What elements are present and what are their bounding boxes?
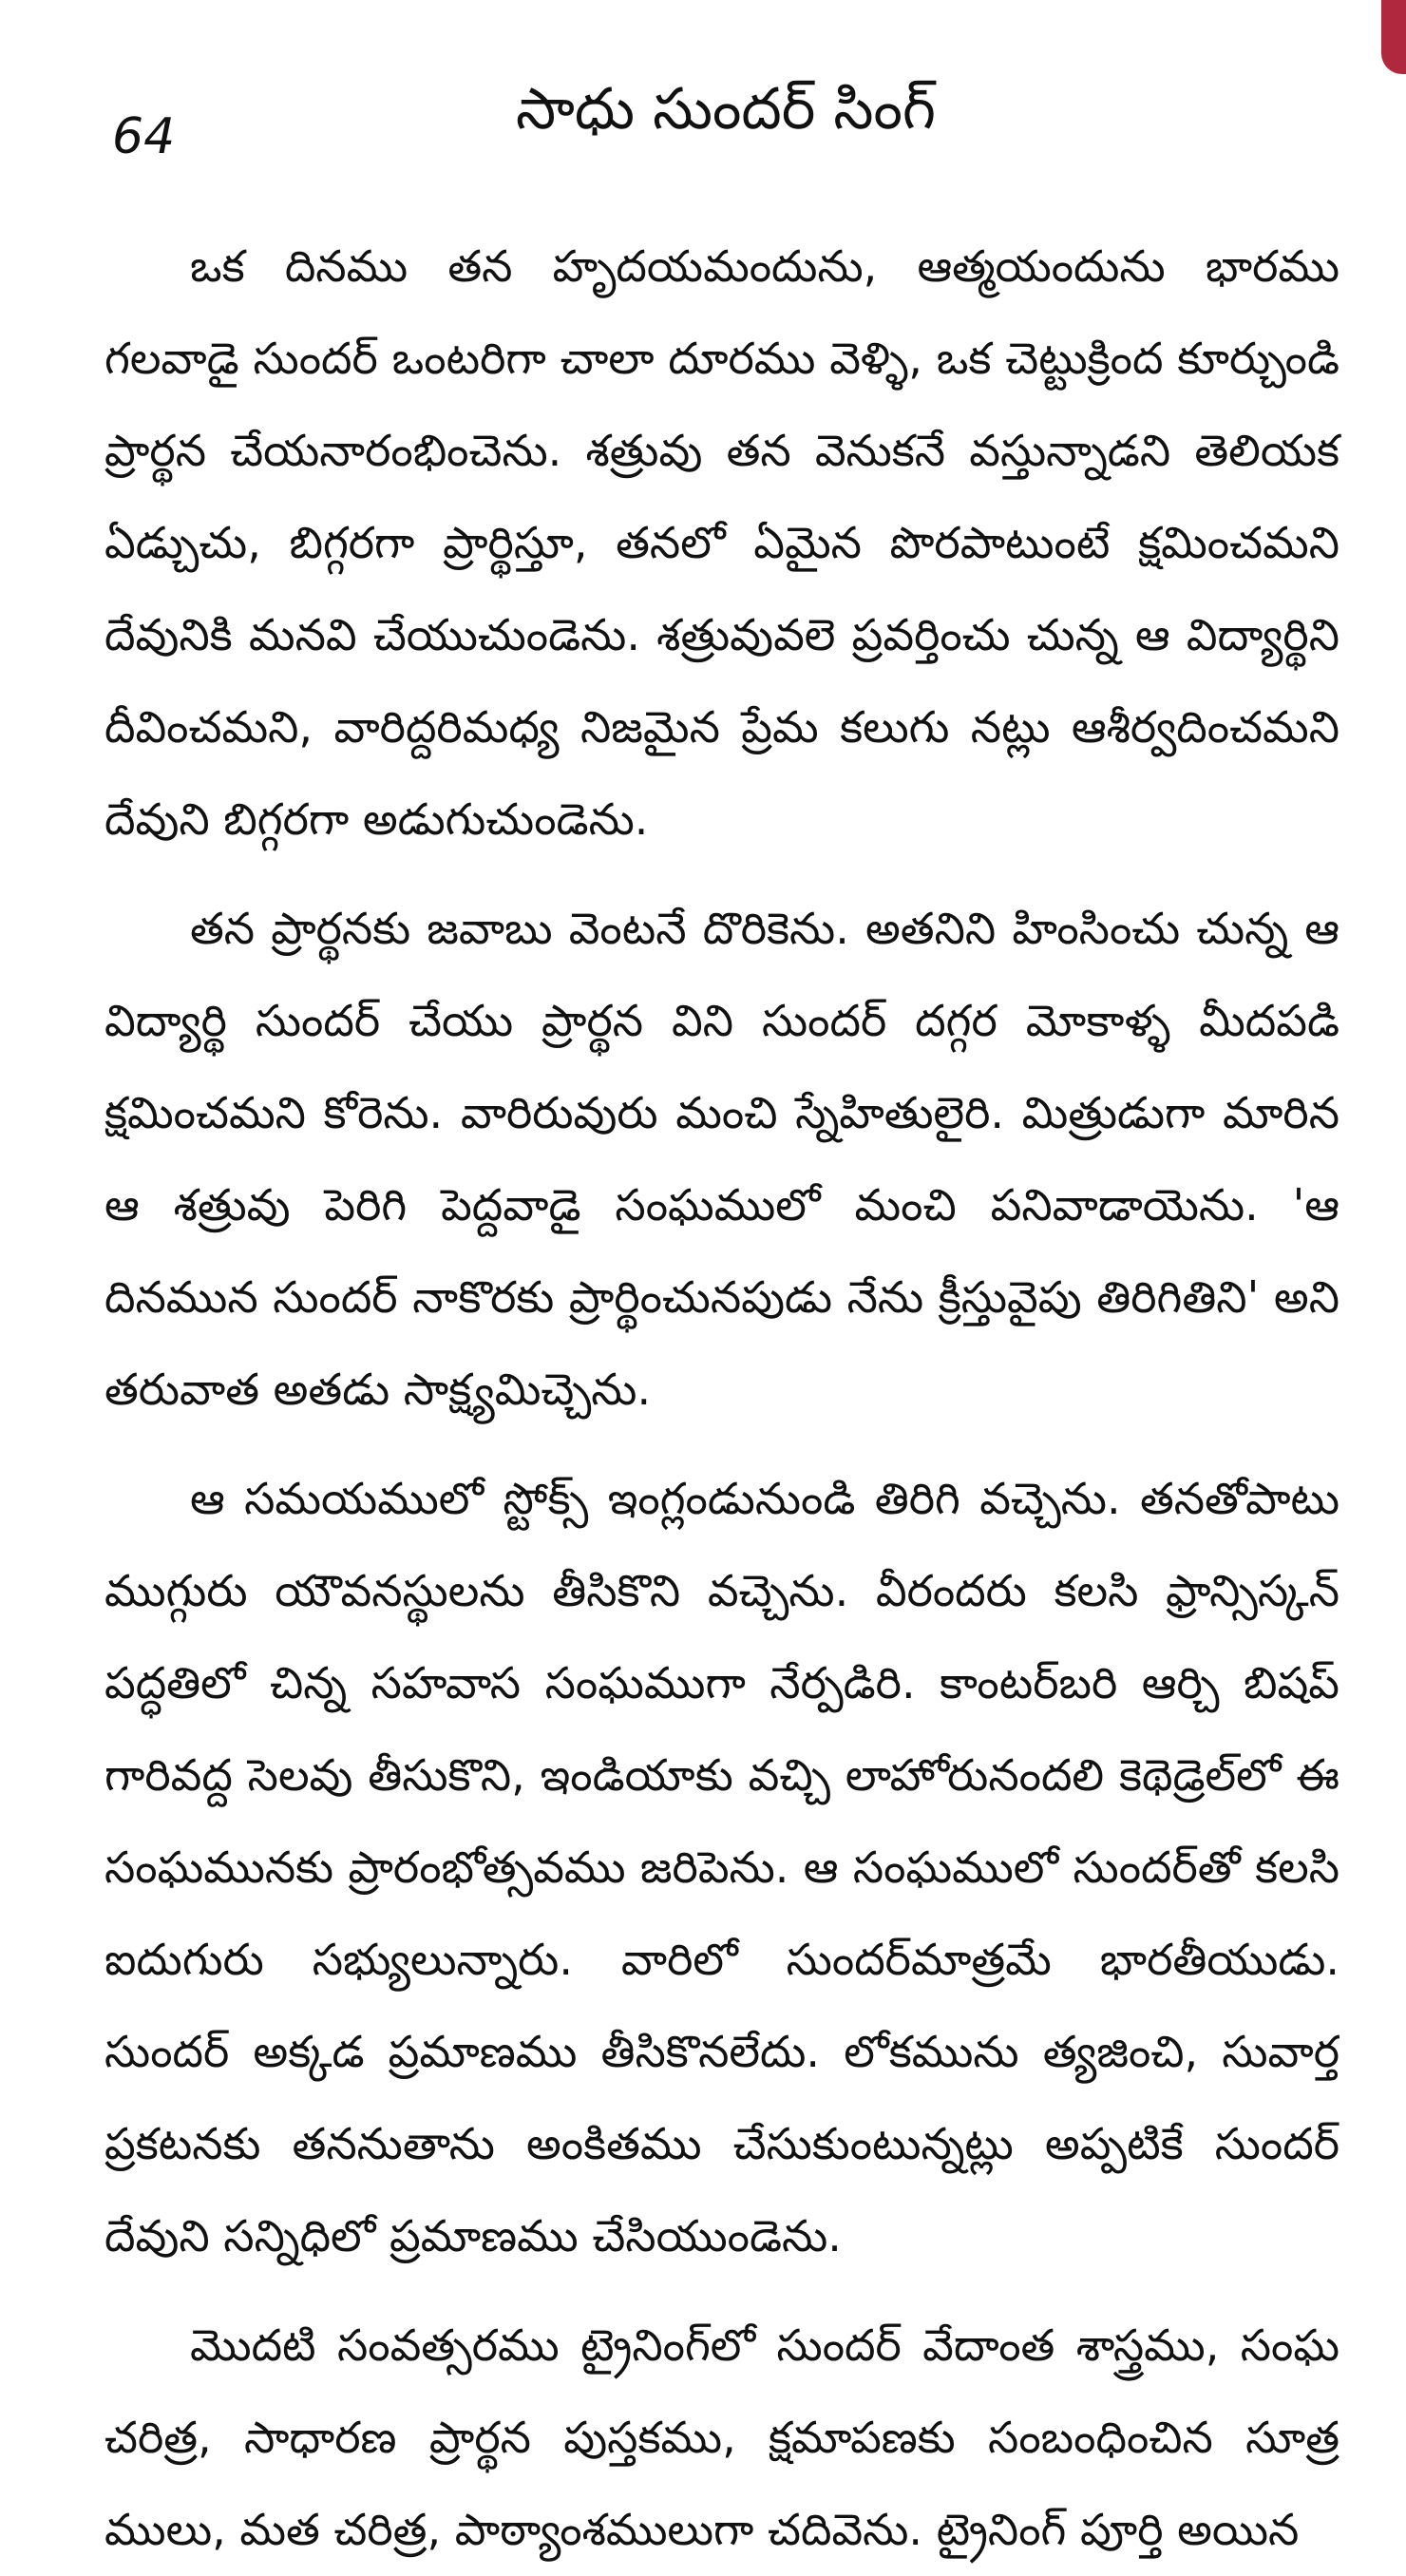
page-body — [104, 220, 1340, 2555]
page-number: 64 — [112, 108, 176, 165]
page-edge-mark — [1381, 0, 1406, 74]
paragraph-1: ఒక దినము తన హృదయమందును, ఆత్మయందును భారము గలవాడై సుందర్ ఒంటరిగా చాలా దూరము వెళ్ళి, ఒక చెట్టుక్రింద కూర్చుండి ప్రార్థన చేయనారంభించెను. శత్రువు తన వెనుకనే వస్తున్నాడని తెలియక ఏడ్చుచు, బిగ్గరగా ప్రార్థిస్తూ, తనలో ఏమైన పొరపాటుంటే క్షమించమని దేవునికి మనవి చేయుచుండెను. శత్రువువలె ప్రవర్తించు చున్న ఆ విద్యార్థిని దీవించమని, వారిద్దరిమధ్య నిజమైన ప్రేమ కలుగు నట్లు ఆశీర్వదించమని దేవుని బిగ్గరగా అడుగుచుండెను. — [104, 240, 1340, 845]
paragraph-3: ఆ సమయములో స్టోక్స్ ఇంగ్లండునుండి తిరిగి వచ్చెను. తనతోపాటు ముగ్గురు యౌవనస్థులను తీసికొని వచ్చెను. వీరందరు కలసి ఫ్రాన్సిస్కన్ పద్ధతిలో చిన్న సహవాస సంఘముగా నేర్పడిరి. కాంటర్‌బరి ఆర్చి బిషప్ గారివద్ద సెలవు తీసుకొని, ఇండియాకు వచ్చి లాహోరునందలి కెథెడ్రెల్‌లో ఈ సంఘమునకు ప్రారంభోత్సవము జరిపెను. ఆ సంఘములో సుందర్‌తో కలసి ఐదుగురు సభ్యులున్నారు. వారిలో సుందర్‌మాత్రమే భారతీయుడు. సుందర్ అక్కడ ప్రమాణము తీసికొనలేదు. లోకమును త్యజించి, సువార్త ప్రకటనకు తననుతాను అంకితము చేసుకుంటున్నట్లు అప్పటికే సుందర్ దేవుని సన్నిధిలో ప్రమాణము చేసియుండెను. — [104, 1473, 1340, 2261]
running-title: సాధు సుందర్ సింగ్ — [516, 76, 936, 143]
paragraph-4: మొదటి సంవత్సరము ట్రైనింగ్‌లో సుందర్ వేదాంత శాస్త్రము, సంఘ చరిత్ర, సాధారణ ప్రార్థన పుస్తకము, క్షమాపణకు సంబంధించిన సూత్ర ములు, మత చరిత్ర, పాఠ్యాంశములుగా చదివెను. ట్రైనింగ్ పూర్తి అయిన — [104, 2319, 1340, 2555]
paragraph-2: తన ప్రార్థనకు జవాబు వెంటనే దొరికెను. అతనిని హింసించు చున్న ఆ విద్యార్థి సుందర్ చేయు ప్రార్థన విని సుందర్ దగ్గర మోకాళ్ళ మీదపడి క్షమించమని కోరెను. వారిరువురు మంచి స్నేహితులైరి. మిత్రుడుగా మారిన ఆ శత్రువు పెరిగి పెద్దవాడై సంఘములో మంచి పనివాడాయెను. 'ఆ దినమున సుందర్ నాకొరకు ప్రార్థించునపుడు నేను క్రీస్తువైపు తిరిగితిని' అని తరువాత అతడు సాక్ష్యమిచ్చెను. — [104, 903, 1340, 1415]
page-header — [112, 67, 1340, 171]
